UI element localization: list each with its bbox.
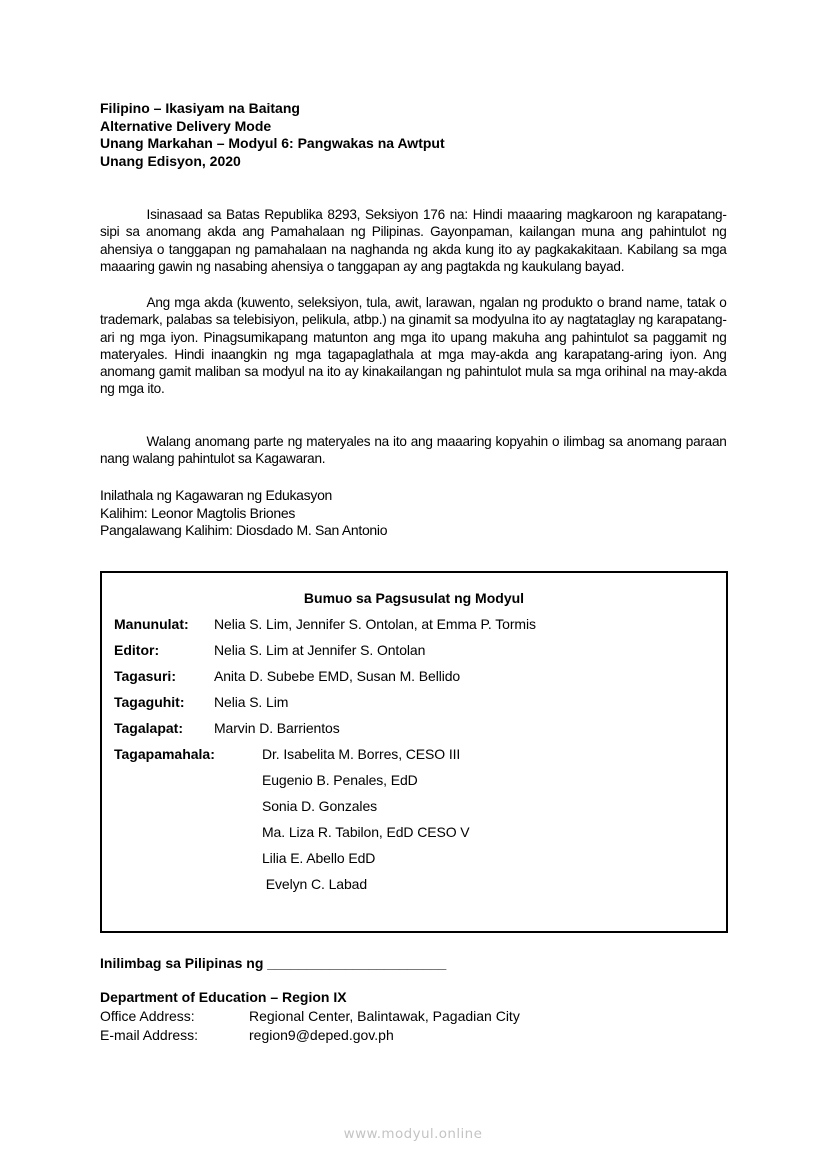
header-subject: Filipino – Ikasiyam na Baitang: [100, 100, 300, 116]
credits-box: [100, 571, 728, 933]
credit-role: Tagapamahala:: [114, 746, 215, 762]
header-mode: Alternative Delivery Mode: [100, 117, 272, 134]
credit-role: Tagaguhit:: [114, 694, 185, 710]
manager-name: Lilia E. Abello EdD: [262, 850, 376, 866]
credit-role: Editor:: [114, 642, 160, 658]
credits-title: Bumuo sa Pagsusulat ng Modyul: [303, 590, 525, 606]
paragraph-text: Isinasaad sa Batas Republika 8293, Seksiyon 176 na: Hindi maaaring magkaroon ng karapatang-sipi sa anomang akda ang Pamahalaan ng Pilipinas. Gayonpaman, kailangan muna ang pahintulot ng ahensiya o tanggapan ng pamahalaan na naghanda ng akda kung ito ay pagkakakitaan. Kabilang sa mga maaaring gawin ng nasabing ahensiya o tanggapan ay ang pagtakda ng kaukulang bayad.: [100, 206, 727, 274]
office-address-value: Regional Center, Balintawak, Pagadian City: [249, 1008, 520, 1024]
undersecretary-line: Pangalawang Kalihim: Diosdado M. San Antonio: [100, 522, 388, 538]
credit-name: Marvin D. Barrientos: [214, 720, 340, 736]
office-address-row: [100, 1007, 520, 1026]
credit-role: Tagasuri:: [114, 668, 176, 684]
credit-name: Nelia S. Lim at Jennifer S. Ontolan: [214, 642, 426, 658]
email-address-value[interactable]: region9@deped.gov.ph: [249, 1027, 394, 1043]
credit-role: Tagalapat:: [114, 720, 183, 736]
deped-contact: [100, 988, 520, 1045]
manager-name: Ma. Liza R. Tabilon, EdD CESO V: [262, 824, 470, 840]
manager-name: Dr. Isabelita M. Borres, CESO III: [262, 746, 461, 762]
paragraph-text: Ang mga akda (kuwento, seleksiyon, tula, awit, larawan, ngalan ng produkto o brand name, tatak o trademark, palabas sa telebisiyon, pelikula, atbp.) na ginamit sa modyulna ito ay nagtataglay ng karapatang-ari ng mga iyon. Pinagsumikapang matunton ang mga ito upang makuha ang pahintulot sa paggamit ng materyales. Hindi inaangkin ng mga tagapaglathala at mga may-akda ang karapatang-aring iyon. Ang anomang gamit maliban sa modyul na ito ay kinakailangan ng pahintulot mula sa mga orihinal na may-akda ng mga ito.: [100, 294, 727, 397]
credit-role: Manunulat:: [114, 616, 189, 632]
credit-name: Anita D. Subebe EMD, Susan M. Bellido: [214, 668, 461, 684]
publisher-line: Inilathala ng Kagawaran ng Edukasyon: [100, 487, 333, 503]
manager-name: Sonia D. Gonzales: [262, 798, 378, 814]
deped-region-name: Department of Education – Region IX: [100, 989, 347, 1005]
paragraph-text: Walang anomang parte ng materyales na ito ang maaaring kopyahin o ilimbag sa anomang paraan nang walang pahintulot sa Kagawaran.: [100, 433, 727, 467]
credit-name: Nelia S. Lim, Jennifer S. Ontolan, at Emma P. Tormis: [214, 616, 536, 632]
header-module-title: Unang Markahan – Modyul 6: Pangwakas na Awtput: [100, 135, 445, 151]
watermark: www.modyul.online: [343, 1126, 483, 1142]
publisher-info: [100, 487, 387, 540]
office-address-label: Office Address:: [100, 1008, 195, 1024]
email-address-label: E-mail Address:: [100, 1027, 199, 1043]
document-header: [100, 100, 445, 170]
header-edition: Unang Edisyon, 2020: [100, 152, 241, 169]
manager-name: Eugenio B. Penales, EdD: [262, 772, 418, 788]
printed-by-line: Inilimbag sa Pilipinas ng _______________________: [100, 955, 447, 971]
copyright-paragraph: [100, 206, 727, 275]
reproduction-paragraph: [100, 433, 727, 468]
credit-name: Nelia S. Lim: [214, 694, 289, 710]
secretary-line: Kalihim: Leonor Magtolis Briones: [100, 504, 296, 521]
manager-name: Evelyn C. Labad: [262, 876, 368, 892]
email-address-row: [100, 1026, 394, 1045]
materials-paragraph: [100, 294, 727, 398]
